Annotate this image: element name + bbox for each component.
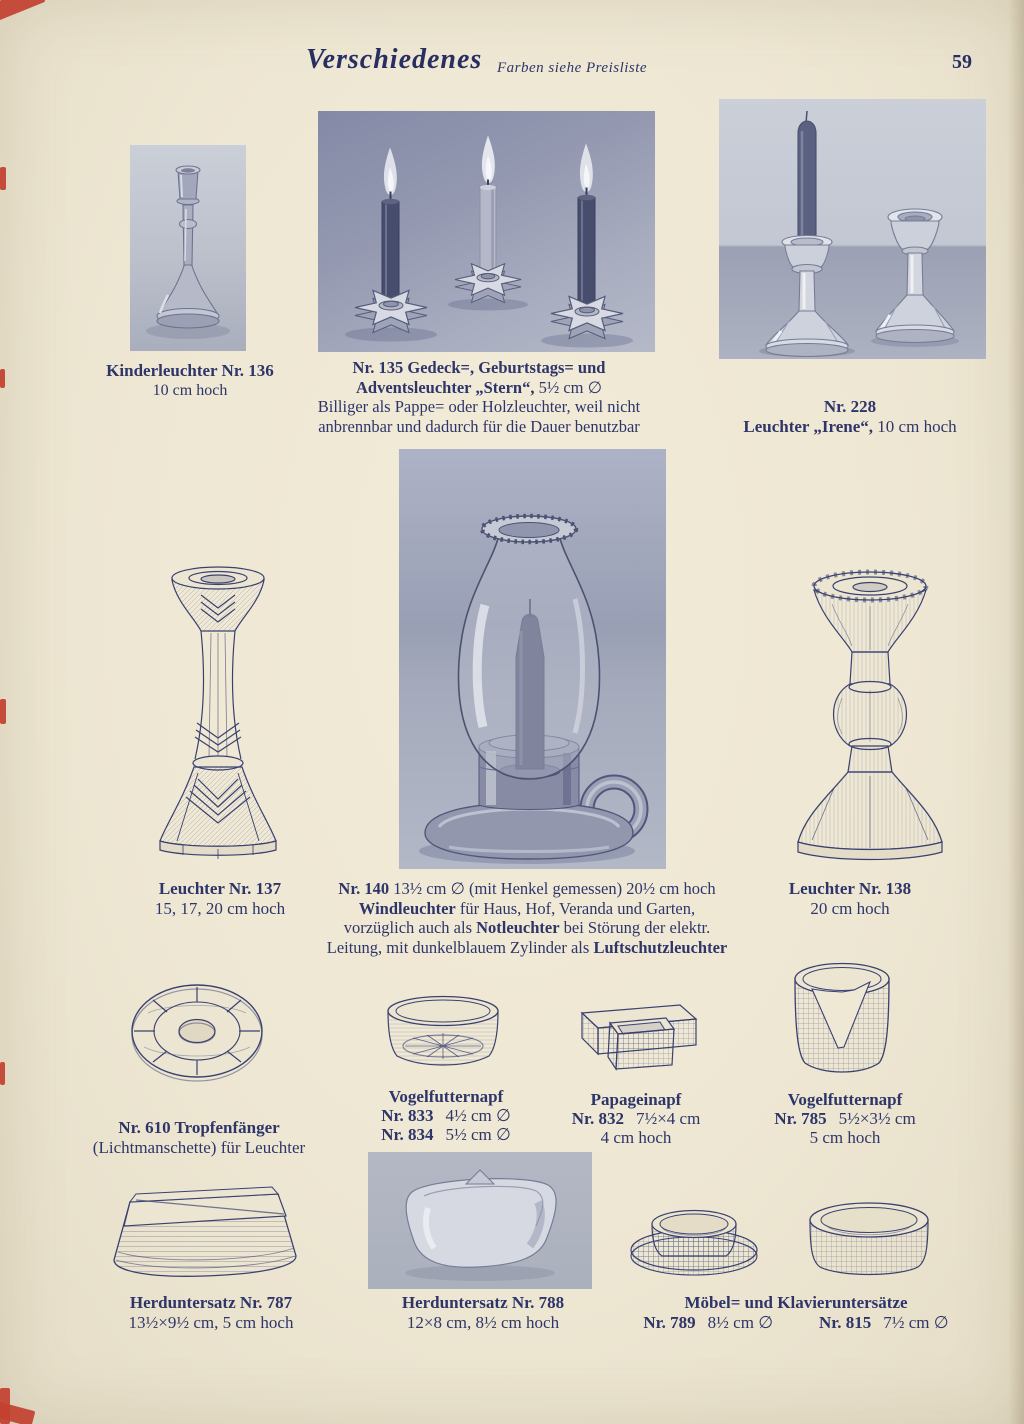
nr-789-size: 8½ cm ∅ (707, 1313, 773, 1332)
leuchter-137-name: Leuchter Nr. 137 (158, 879, 282, 898)
papageinapf-row (538, 1109, 734, 1128)
windleuchter-line4 (294, 938, 760, 958)
caption-vogelfutternapf-gross (732, 1090, 958, 1147)
nr-815: Nr. 815 (819, 1313, 872, 1332)
irene-leuchter-illustration (719, 99, 986, 359)
caption-vogelfutternapf-klein (348, 1087, 544, 1144)
red-edge-mark (0, 0, 45, 21)
windleuchter-note1: vorzüglich auch als (343, 918, 472, 937)
papageinapf-name: Papageinapf (590, 1090, 682, 1109)
nr-815-size: 7½ cm ∅ (883, 1313, 949, 1332)
vogelfutternapf-row-834 (348, 1125, 544, 1144)
stern-desc-line2: anbrennbar und dadurch für die Dauer benutzbar (318, 416, 640, 436)
windleuchter-photo (399, 449, 666, 869)
red-edge-mark (0, 1062, 5, 1085)
moebeluntersatz-815-drawing (804, 1194, 934, 1280)
vogelfutternapf-klein-name: Vogelfutternapf (388, 1087, 504, 1106)
page-title: Verschiedenes (306, 44, 483, 75)
nr-834-size: 5½ cm ∅ (445, 1125, 511, 1144)
caption-papageinapf (538, 1090, 734, 1147)
caption-stern (283, 358, 675, 436)
windleuchter-luftschutz: Luftschutzleuchter (593, 937, 728, 957)
vogelfutternapf-gross-height: 5 cm hoch (809, 1128, 881, 1147)
irene-number: Nr. 228 (823, 397, 877, 416)
windleuchter-use: für Haus, Hof, Veranda und Garten, (459, 898, 696, 918)
moebeluntersaetze-name: Möbel= und Klavieruntersätze (684, 1293, 908, 1312)
nr-789: Nr. 789 (643, 1313, 696, 1332)
vogelfutternapf-klein-drawing (381, 986, 505, 1078)
leuchter-137-size: 15, 17, 20 cm hoch (154, 899, 286, 918)
herduntersatz-788-name: Herduntersatz Nr. 788 (401, 1293, 565, 1312)
nr-833: Nr. 833 (381, 1106, 434, 1125)
kinderleuchter-photo (130, 145, 246, 351)
caption-windleuchter (294, 879, 760, 957)
papageinapf-height: 4 cm hoch (600, 1128, 672, 1147)
tropfenfaenger-illustration (126, 953, 268, 1103)
nr-785-size: 5½×3½ cm (838, 1109, 916, 1128)
kinderleuchter-size: 10 cm hoch (152, 382, 228, 399)
windleuchter-notleuchter: Notleuchter (476, 918, 560, 937)
windleuchter-line3 (294, 918, 760, 938)
windleuchter-dims: 13½ cm ∅ (mit Henkel gemessen) 20½ cm hoch (393, 879, 716, 898)
windleuchter-illustration (399, 449, 666, 869)
windleuchter-note2: bei Störung der elektr. (563, 918, 711, 937)
leuchter-138-name: Leuchter Nr. 138 (788, 879, 912, 898)
caption-tropfenfaenger (82, 1118, 316, 1158)
herduntersatz-787-illustration (96, 1164, 312, 1288)
nr-834: Nr. 834 (381, 1125, 434, 1144)
herduntersatz-787-size: 13½×9½ cm, 5 cm hoch (128, 1313, 294, 1332)
tropfenfaenger-sub: (Lichtmanschette) für Leuchter (92, 1138, 306, 1157)
caption-irene (690, 397, 1010, 437)
irene-name: Leuchter „Irene“, (743, 417, 874, 436)
irene-name-line (690, 417, 1010, 437)
herduntersatz-788-photo (368, 1152, 592, 1289)
nr-785: Nr. 785 (774, 1109, 827, 1128)
stern-name: Adventsleuchter „Stern“, (356, 377, 535, 397)
tropfenfaenger-drawing (126, 953, 268, 1103)
red-edge-mark (0, 369, 5, 388)
vogelfutternapf-klein-illustration (381, 986, 505, 1078)
leuchter-137-drawing (143, 551, 293, 877)
stern-title-line2 (283, 378, 675, 398)
irene-size: 10 cm hoch (877, 417, 957, 436)
windleuchter-note3: Leitung, mit dunkelblauem Zylinder als (326, 937, 590, 957)
moebeluntersaetze-row (594, 1313, 998, 1333)
kinderleuchter-illustration (130, 145, 246, 351)
caption-moebeluntersaetze (594, 1293, 998, 1333)
red-edge-mark (0, 699, 6, 724)
page-number: 59 (952, 51, 972, 73)
nr-832-size: 7½×4 cm (635, 1109, 701, 1128)
vogelfutternapf-row-833 (348, 1106, 544, 1125)
windleuchter-line2 (294, 899, 760, 919)
vogelfutternapf-gross-drawing (786, 951, 898, 1083)
leuchter-138-size: 20 cm hoch (810, 899, 890, 918)
tropfenfaenger-name: Nr. 610 Tropfenfänger (118, 1118, 280, 1137)
kinderleuchter-name: Kinderleuchter Nr. 136 (106, 361, 274, 380)
moebeluntersatz-789-illustration (626, 1194, 762, 1280)
caption-leuchter-138 (738, 879, 962, 919)
red-edge-mark (0, 167, 6, 190)
papageinapf-illustration (566, 991, 704, 1077)
page-subtitle: Farben siehe Preisliste (497, 60, 648, 76)
stern-leuchter-photo (318, 111, 655, 352)
herduntersatz-788-illustration (368, 1152, 592, 1289)
moebeluntersatz-789-drawing (626, 1194, 762, 1280)
stern-size: 5½ cm ∅ (538, 377, 602, 397)
stern-title-line1: Nr. 135 Gedeck=, Geburtstags= und (352, 358, 606, 377)
nr-832: Nr. 832 (571, 1109, 624, 1128)
vogelfutternapf-gross-name: Vogelfutternapf (787, 1090, 903, 1109)
nr-833-size: 4½ cm ∅ (445, 1106, 511, 1125)
papageinapf-drawing (566, 991, 704, 1077)
windleuchter-number: Nr. 140 (338, 879, 390, 898)
vogelfutternapf-row-785 (732, 1109, 958, 1128)
vogelfutternapf-gross-illustration (786, 951, 898, 1083)
leuchter-138-illustration (772, 556, 968, 876)
herduntersatz-787-drawing (96, 1164, 312, 1288)
stern-desc-line1: Billiger als Pappe= oder Holzleuchter, weil nicht (317, 397, 641, 416)
windleuchter-name: Windleuchter (358, 898, 456, 918)
caption-herduntersatz-787 (82, 1293, 340, 1333)
caption-kinderleuchter (70, 361, 310, 401)
herduntersatz-787-name: Herduntersatz Nr. 787 (129, 1293, 293, 1312)
stern-leuchter-illustration (318, 111, 655, 352)
caption-herduntersatz-788 (352, 1293, 614, 1333)
irene-leuchter-photo (719, 99, 986, 359)
herduntersatz-788-size: 12×8 cm, 8½ cm hoch (406, 1313, 560, 1332)
moebeluntersatz-815-illustration (804, 1194, 934, 1280)
windleuchter-line1 (294, 879, 760, 899)
leuchter-137-illustration (143, 551, 293, 877)
leuchter-138-drawing (772, 556, 968, 876)
